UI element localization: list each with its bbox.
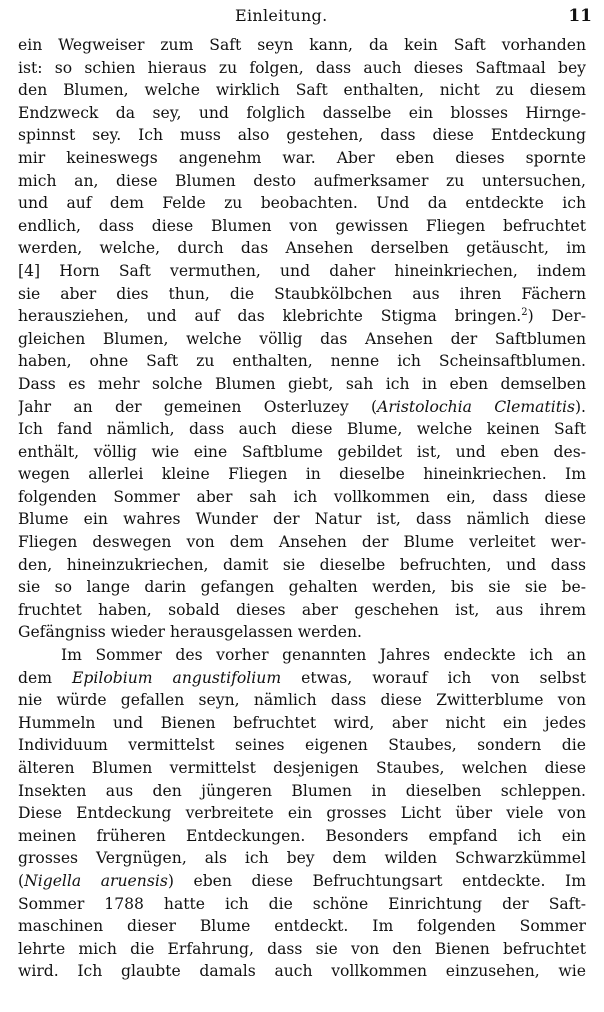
text-line: Blume ein wahres Wunder der Natur ist, dass nämlich diese [18, 510, 586, 529]
text-line: sie aber dies thun, die Staubkölbchen aus ihren Fächern [18, 284, 586, 303]
text-line: maschinen dieser Blume entdeckt. Im folgenden Sommer [18, 917, 586, 936]
text-line: wegen allerlei kleine Fliegen in dieselbe hineinkriechen. Im [18, 465, 586, 484]
text-line: (Nigella aruensis) eben diese Befruchtungsart entdeckte. Im [18, 871, 586, 890]
text-line: Ich fand nämlich, dass auch diese Blume, welche keinen Saft [18, 420, 586, 439]
text-line: Hummeln und Bienen befruchtet wird, aber nicht ein jedes [18, 713, 586, 732]
running-header [0, 6, 604, 30]
text-line: Im Sommer des vorher genannten Jahres endeckte ich an [61, 646, 586, 665]
text-line: Individuum vermittelst seines eigenen Staubes, sondern die [18, 736, 586, 755]
text-line: ein Wegweiser zum Saft seyn kann, da kein Saft vorhanden [18, 36, 586, 54]
italic-term: Aristolochia Clematitis [377, 397, 575, 416]
text-line: enthält, völlig wie eine Saftblume gebildet ist, und eben des- [18, 442, 586, 461]
text-line: haben, ohne Saft zu enthalten, nenne ich Scheinsaftblumen. [18, 352, 586, 371]
text-line: Dass es mehr solche Blumen giebt, sah ich in eben demselben [18, 374, 586, 393]
body-text [18, 34, 586, 983]
text-line: Diese Entdeckung verbreitete ein grosses Licht über viele von [18, 804, 586, 823]
text-line: Gefängniss wieder herausgelassen werden. [18, 623, 362, 642]
italic-term: Nigella aruensis [24, 871, 168, 890]
text-line: Endzweck da sey, und folglich dasselbe ein blosses Hirnge- [18, 103, 586, 122]
text-line: fruchtet haben, sobald dieses aber geschehen ist, aus ihrem [18, 600, 586, 619]
text-line: mich an, diese Blumen desto aufmerksamer zu untersuchen, [18, 171, 586, 190]
text-line: werden, welche, durch das Ansehen derselben getäuscht, im [18, 239, 586, 258]
text-line: meinen früheren Entdeckungen. Besonders empfand ich ein [18, 826, 586, 845]
text-line: nie würde gefallen seyn, nämlich dass diese Zwitterblume von [18, 691, 586, 710]
text-line: und auf dem Felde zu beobachten. Und da entdeckte ich [18, 194, 586, 213]
text-line: grosses Vergnügen, als ich bey dem wilden Schwarzkümmel [18, 849, 586, 868]
text-line: gleichen Blumen, welche völlig das Ansehen der Saftblumen [18, 329, 586, 348]
text-line: älteren Blumen vermittelst desjenigen Staubes, welchen diese [18, 759, 586, 777]
text-line: Fliegen deswegen von dem Ansehen der Blume verleitet wer- [18, 533, 586, 552]
text-line: sie so lange darin gefangen gehalten werden, bis sie sie be- [18, 578, 586, 597]
text-line: Insekten aus den jüngeren Blumen in dieselben schleppen. [18, 781, 586, 800]
text-line: herausziehen, und auf das klebrichte Stigma bringen.$^2$) Der- [18, 307, 586, 326]
footnote-marker: 2 [521, 307, 528, 319]
text-line: den Blumen, welche wirklich Saft enthalten, nicht zu diesem [18, 81, 586, 100]
text-line: mir keineswegs angenehm war. Aber eben dieses spornte [18, 148, 586, 167]
text-line: endlich, dass diese Blumen von gewissen Fliegen befruchtet [18, 216, 586, 235]
text-line: Jahr an der gemeinen Osterluzey (Aristolochia Clematitis). [18, 397, 586, 416]
text-line: spinnst sey. Ich muss also gestehen, dass diese Entdeckung [18, 126, 586, 145]
text-line: [4] Horn Saft vermuthen, und daher hineinkriechen, indem [18, 261, 586, 280]
italic-term: Epilobium angustifolium [72, 668, 282, 687]
text-line: dem Epilobium angustifolium etwas, worauf ich von selbst [18, 668, 586, 687]
text-line: den, hineinzukriechen, damit sie dieselbe befruchten, und dass [18, 555, 586, 574]
chapter-title: Einleitung. [235, 6, 328, 25]
text-line: folgenden Sommer aber sah ich vollkommen ein, dass diese [18, 487, 586, 506]
text-line: Sommer 1788 hatte ich die schöne Einrichtung der Saft- [18, 894, 586, 913]
text-line: lehrte mich die Erfahrung, dass sie von den Bienen befruchtet [18, 939, 586, 958]
page-number: 11 [568, 6, 592, 26]
text-line: ist: so schien hieraus zu folgen, dass auch dieses Saftmaal bey [18, 58, 586, 77]
text-line: wird. Ich glaubte damals auch vollkommen einzusehen, wie [18, 962, 586, 981]
